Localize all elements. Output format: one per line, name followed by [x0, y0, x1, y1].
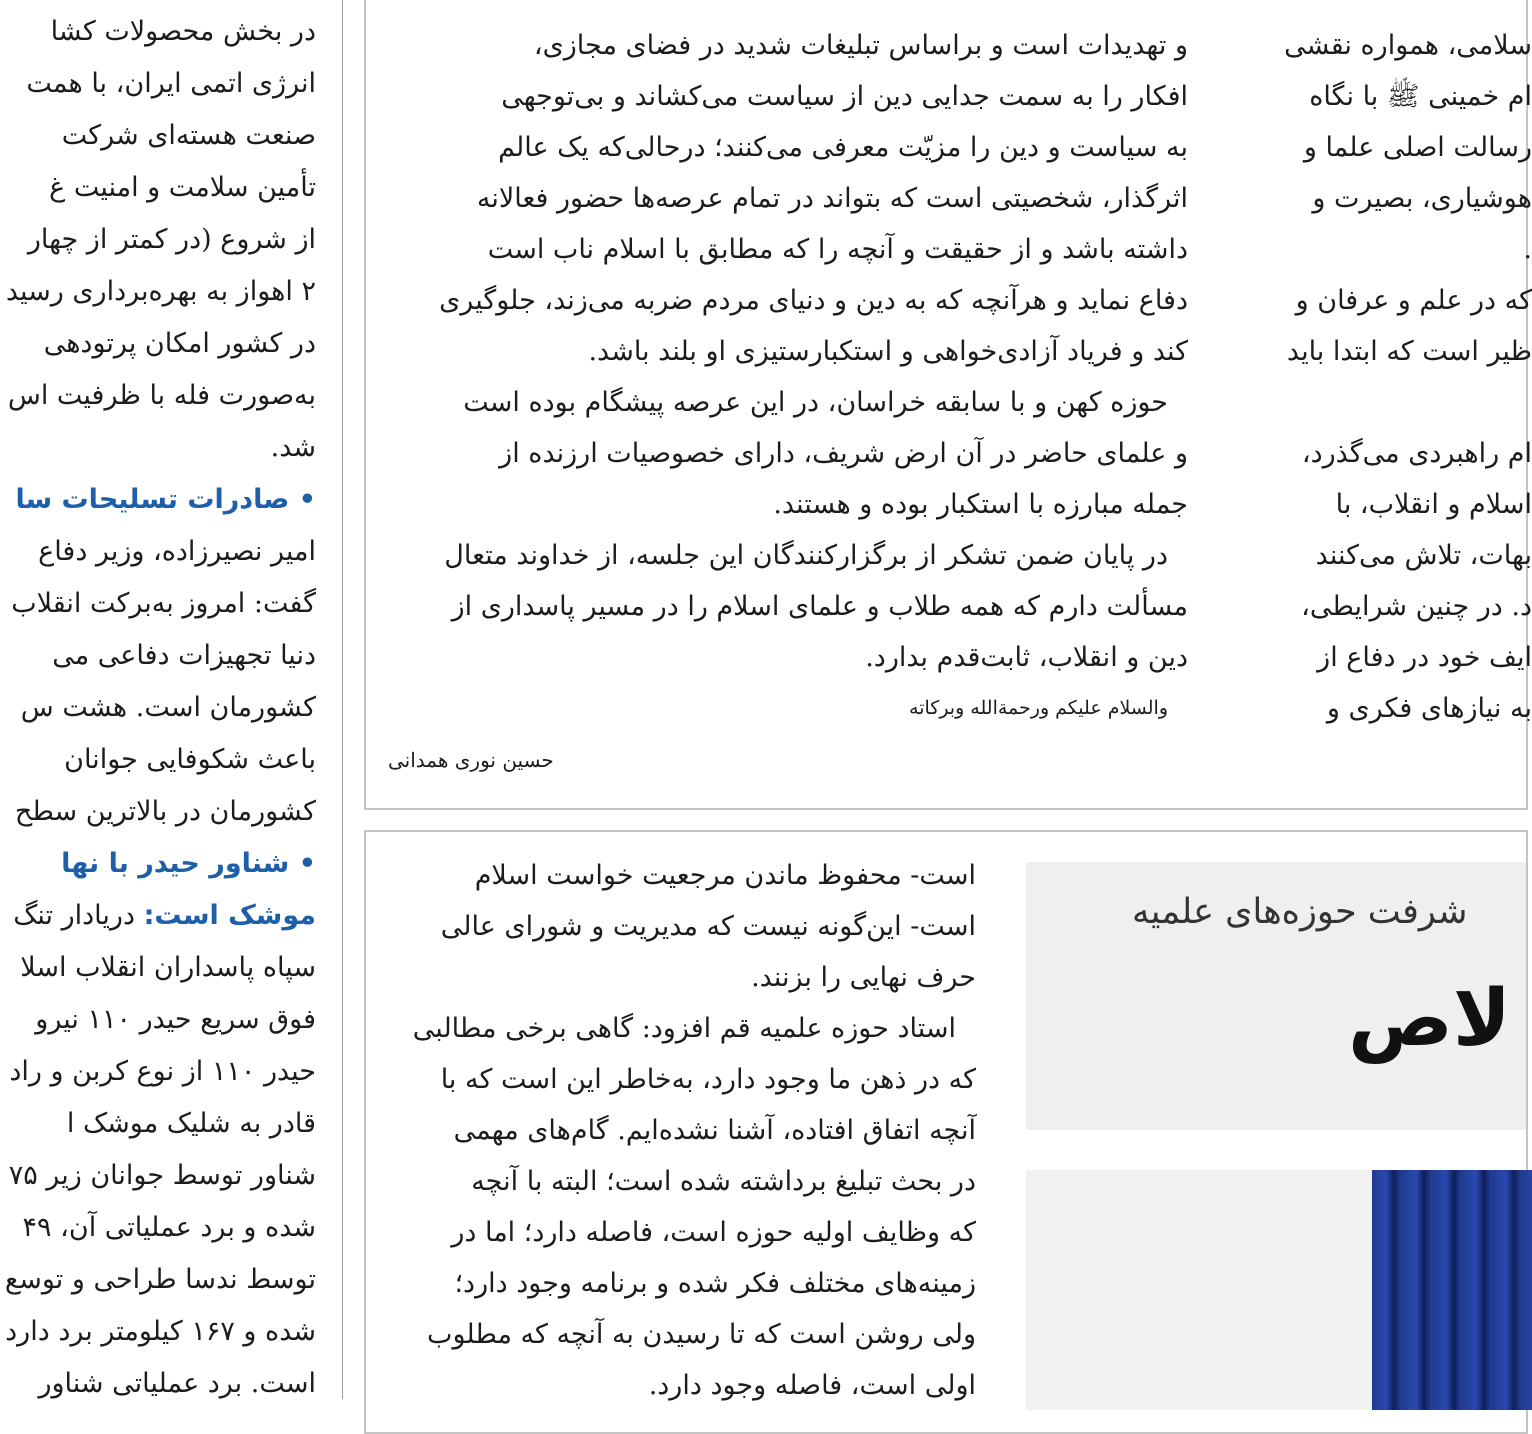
left-line: قادر به شلیک موشک ا [66, 1108, 316, 1139]
fragment-line: هوشیاری، بصیرت و [1312, 183, 1532, 214]
left-line: امیر نصیرزاده، وزیر دفاع [38, 536, 316, 567]
article-line: اولی است، فاصله وجود دارد. [648, 1370, 976, 1401]
article-line: حرف نهایی را بزنند. [751, 962, 976, 993]
fragment-line [1232, 377, 1532, 428]
article-line: دفاع نماید و هرآنچه که به دین و دنیای مردم ضربه می‌زند، جلوگیری [439, 285, 1188, 316]
left-line: دنیا تجهیزات دفاعی می [52, 640, 316, 671]
left-line: شد. [270, 432, 316, 463]
left-line: از شروع (در کمتر از چهار [27, 224, 316, 255]
headline-panel [1026, 862, 1526, 1130]
article-photo [1026, 1170, 1526, 1410]
left-line: در بخش محصولات کشا [50, 16, 316, 47]
article-line: در پایان ضمن تشکر از برگزارکنندگان این جلسه، از خداوند متعال [444, 540, 1168, 571]
article-line: و علمای حاضر در آن ارض شریف، دارای خصوصیات ارزنده از [499, 438, 1188, 469]
article-line: به سیاست و دین را مزیّت معرفی می‌کنند؛ درحالی‌که یک عالم [498, 132, 1188, 163]
fragment-line: د. در چنین شرایطی، [1301, 591, 1532, 622]
article-line: در بحث تبلیغ برداشته شده است؛ البته با آنچه [471, 1166, 976, 1197]
article-line: که وظایف اولیه حوزه است، فاصله دارد؛ اما در [451, 1217, 976, 1248]
fragment-line: سلامی، همواره نقشی [1284, 30, 1532, 61]
fragment-line: . [1523, 234, 1532, 265]
fragment-line: ظیر است که ابتدا باید [1286, 336, 1532, 367]
article-line: داشته باشد و از حقیقت و آنچه را که مطابق با اسلام ناب است [487, 234, 1188, 265]
article-line: دین و انقلاب، ثابت‌قدم بدارد. [865, 642, 1188, 673]
left-line: صنعت هسته‌ای شرکت [61, 120, 316, 151]
closing-salaam: والسلام علیکم ورحمة‌الله وبرکاته [909, 697, 1168, 719]
left-line: شده و برد عملیاتی آن، ۴۹ [22, 1212, 316, 1243]
left-line: فوق سریع حیدر ۱۱۰ نیرو [35, 1004, 316, 1035]
exports-heading: • صادرات تسلیحات سا [15, 484, 316, 515]
article-line: است- این‌گونه نیست که مدیریت و شورای عالی [440, 911, 976, 942]
author-signature: حسین نوری همدانی [388, 748, 554, 772]
fragment-line: که در علم و عرفان و [1295, 285, 1532, 316]
article-line: افکار را به سمت جدایی دین از سیاست می‌کشاند و بی‌توجهی [501, 81, 1188, 112]
article-line: مسألت دارم که همه طلاب و علمای اسلام را در مسیر پاسداری از [451, 591, 1188, 622]
left-line: به‌صورت فله با ظرفیت اس [7, 380, 316, 411]
lower-article-text [386, 850, 976, 1411]
fragment-line: اسلام و انقلاب، با [1335, 489, 1532, 520]
upper-article-text [386, 20, 1188, 734]
article-line: زمینه‌های مختلف فکر شده و برنامه وجود دارد؛ [454, 1268, 976, 1299]
left-news-column [0, 0, 316, 1399]
heydar-heading: • شناور حیدر با نها [61, 848, 316, 879]
fragment-line: ام خمینی ﷺ با نگاه [1309, 81, 1532, 112]
fragment-line: بهات، تلاش می‌کنند [1315, 540, 1532, 571]
upper-right-fragment [1232, 20, 1532, 734]
fragment-line: رسالت اصلی علما و [1303, 132, 1532, 163]
left-line: شده و ۱۶۷ کیلومتر برد دارد [5, 1316, 316, 1347]
article-line: جمله مبارزه با استکبار بوده و هستند. [773, 489, 1188, 520]
left-line: تأمین سلامت و امنیت غ [49, 172, 316, 203]
column-divider [342, 0, 343, 1399]
left-line: ۲ اهواز به بهره‌برداری رسید [5, 276, 316, 307]
heydar-heading-line2: موشک است: دریادار تنگ [13, 900, 316, 931]
fragment-line: ایف خود در دفاع از [1317, 642, 1532, 673]
left-line: است. برد عملیاتی شناور [38, 1368, 316, 1399]
left-line: کشورمان است. هشت س [20, 692, 316, 723]
article-line: استاد حوزه علمیه قم افزود: گاهی برخی مطالبی [412, 1013, 956, 1044]
article-line: ولی روشن است که تا رسیدن به آنچه که مطلوب [427, 1319, 976, 1350]
left-line: در کشور امکان پرتودهی [43, 328, 316, 359]
headline-subtitle: شرفت حوزه‌های علمیه [1132, 892, 1468, 932]
left-line: انرژی اتمی ایران، با همت [26, 68, 316, 99]
left-line: شناور توسط جوانان زیر ۷۵ [8, 1160, 316, 1191]
fragment-line: ام راهبردی می‌گذرد، [1301, 438, 1532, 469]
left-line: سپاه پاسداران انقلاب اسلا [20, 952, 316, 983]
photo-curtain [1372, 1170, 1532, 1410]
article-line: کند و فریاد آزادی‌خواهی و استکبارستیزی او بلند باشد. [588, 336, 1188, 367]
left-line: حیدر ۱۱۰ از نوع کربن و راد [9, 1056, 316, 1087]
left-line: گفت: امروز به‌برکت انقلاب [11, 588, 316, 619]
fragment-line: به نیازهای فکری و [1326, 693, 1532, 724]
left-line: کشورمان در بالاترین سطح [14, 796, 316, 827]
left-line: توسط ندسا طراحی و توسع [4, 1264, 316, 1295]
article-line: حوزه کهن و با سابقه خراسان، در این عرصه پیشگام بوده است [463, 387, 1168, 418]
headline-title: لاص [1348, 974, 1512, 1064]
article-line: آنچه اتفاق افتاده، آشنا نشده‌ایم. گام‌های مهمی [453, 1115, 976, 1146]
article-line: و تهدیدات است و براساس تبلیغات شدید در فضای مجازی، [533, 30, 1188, 61]
left-line: باعث شکوفایی جوانان [64, 744, 316, 775]
article-line: که در ذهن ما وجود دارد، به‌خاطر این است که با [440, 1064, 976, 1095]
article-line: است- محفوظ ماندن مرجعیت خواست اسلام [474, 860, 976, 891]
article-line: اثرگذار، شخصیتی است که بتواند در تمام عرصه‌ها حضور فعالانه [476, 183, 1188, 214]
